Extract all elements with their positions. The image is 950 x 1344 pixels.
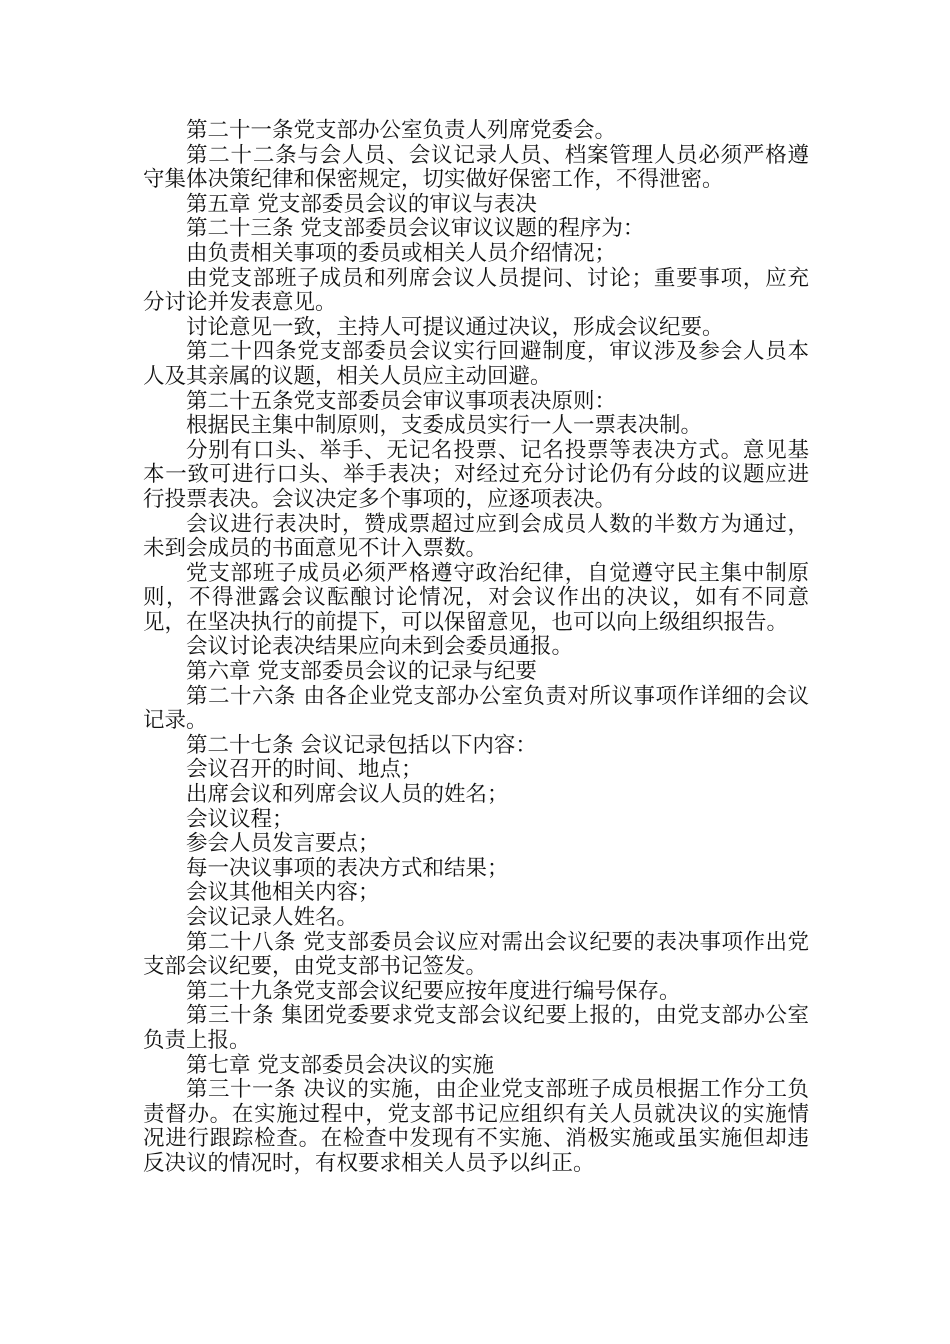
list-item: 会议记录人姓名。 [186,905,359,930]
list-item: 会议其他相关内容； [186,880,380,906]
paragraph: 第三十条 集团党委要求党支部会议纪要上报的，由党支部办公室负责上报。 [143,1003,809,1053]
paragraph: 由负责相关事项的委员或相关人员介绍情况； [186,240,617,266]
paragraph: 第二十八条 党支部委员会议应对需出会议纪要的表决事项作出党支部会议纪要，由党支部书记签发。 [143,929,809,980]
chapter-heading: 第六章 党支部委员会议的记录与纪要 [186,659,537,685]
list-item: 出席会议和列席会议人员的姓名； [186,782,509,808]
paragraph: 第二十五条党支部委员会审议事项表决原则： [186,388,617,414]
paragraph: 第二十七条 会议记录包括以下内容： [186,732,537,758]
paragraph: 分别有口头、举手、无记名投票、记名投票等表决方式。意见基本一致可进行口头、举手表决；对经过充分讨论仍有分歧的议题应进行投票表决。会议决定多个事项的，应逐项表决。 [143,437,809,512]
paragraph: 第二十二条与会人员、会议记录人员、档案管理人员必须严格遵守集体决策纪律和保密规定，切实做好保密工作，不得泄密。 [143,142,809,193]
paragraph: 根据民主集中制原则，支委成员实行一人一票表决制。 [186,413,703,439]
paragraph: 会议进行表决时，赞成票超过应到会成员人数的半数方为通过，未到会成员的书面意见不计入票数。 [143,511,809,562]
paragraph: 第二十三条 党支部委员会议审议议题的程序为： [186,216,645,242]
paragraph: 会议讨论表决结果应向未到会委员通报。 [186,634,574,660]
paragraph: 讨论意见一致，主持人可提议通过决议，形成会议纪要。 [186,314,724,340]
chapter-heading: 第五章 党支部委员会议的审议与表决 [186,191,537,217]
paragraph: 由党支部班子成员和列席会议人员提问、讨论；重要事项，应充分讨论并发表意见。 [143,265,809,316]
list-item: 每一决议事项的表决方式和结果； [186,855,509,881]
chapter-heading: 第七章 党支部委员会决议的实施 [186,1052,494,1078]
list-item: 会议召开的时间、地点； [186,757,423,783]
list-item: 参会人员发言要点； [186,831,380,857]
paragraph: 第三十一条 决议的实施，由企业党支部班子成员根据工作分工负责督办。在实施过程中，党支部书记应组织有关人员就决议的实施情况进行跟踪检查。在检查中发现有不实施、消极实施或虽实施但却违反决议的情况时，有权要求相关人员予以纠正。 [143,1077,809,1176]
list-item: 会议议程； [186,806,294,832]
paragraph: 第二十九条党支部会议纪要应按年度进行编号保存。 [186,978,681,1004]
paragraph: 第二十一条党支部办公室负责人列席党委会。 [186,118,617,143]
paragraph: 党支部班子成员必须严格遵守政治纪律，自觉遵守民主集中制原则，不得泄露会议酝酿讨论情况，对会议作出的决议，如有不同意见，在坚决执行的前提下，可以保留意见，也可以向上级组织报告。 [143,560,809,635]
paragraph: 第二十四条党支部委员会议实行回避制度，审议涉及参会人员本人及其亲属的议题，相关人员应主动回避。 [143,339,809,389]
document-body [143,119,809,1177]
paragraph: 第二十六条 由各企业党支部办公室负责对所议事项作详细的会议记录。 [143,683,809,734]
